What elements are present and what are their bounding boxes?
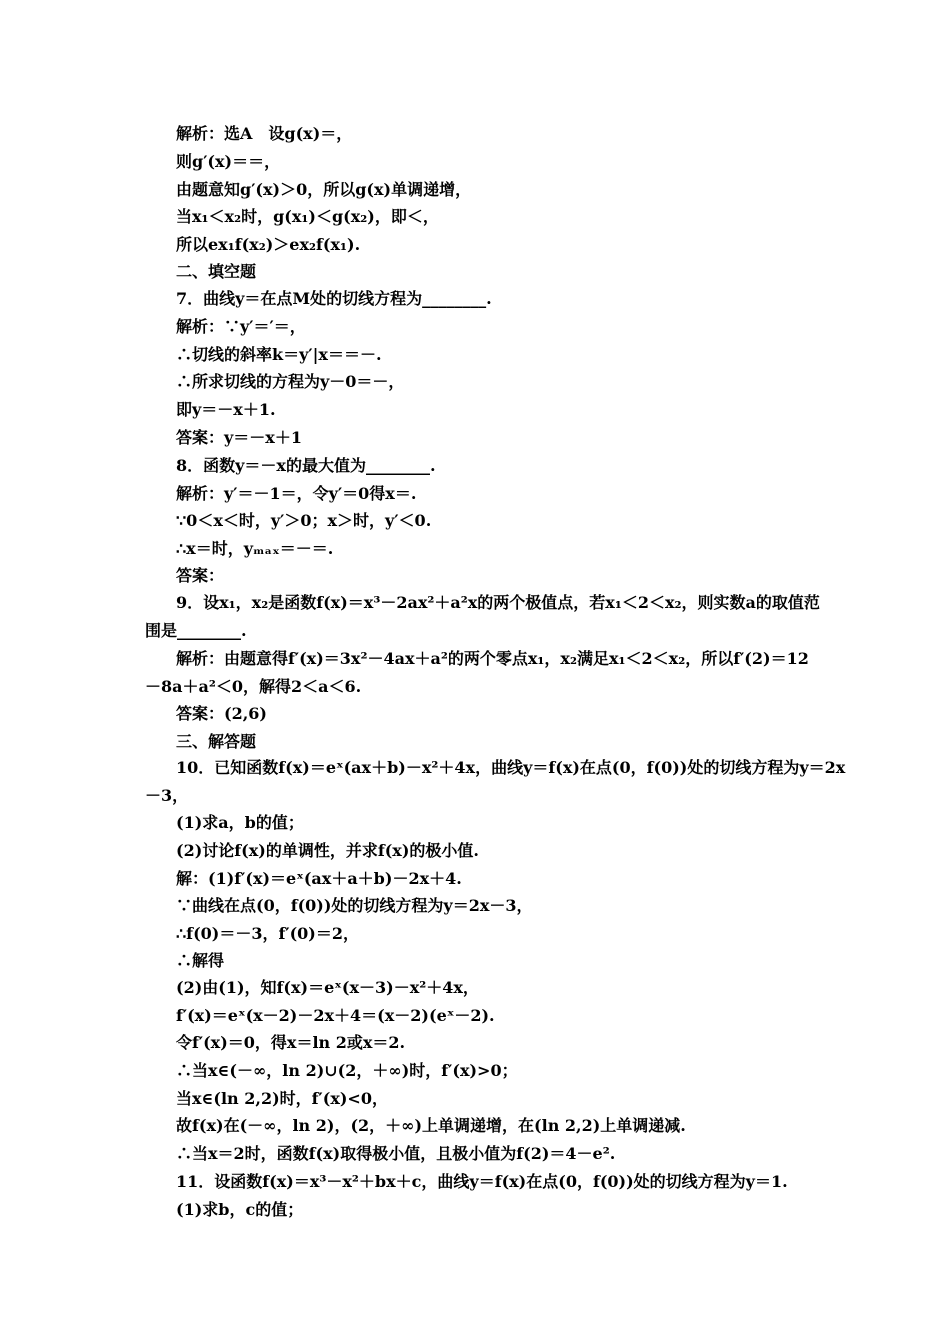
answer-line: 答案：(2,6) — [176, 704, 267, 723]
question-10: 10．已知函数f(x)＝eˣ(ax＋b)－x²＋4x，曲线y＝f(x)在点(0，f(0))处的切线方程为y＝2x — [176, 758, 846, 777]
text-line: 故f(x)在(－∞，ln 2)，(2，＋∞)上单调递增，在(ln 2,2)上单调递减. — [176, 1116, 686, 1135]
question-7: 7．曲线y＝在点M处的切线方程为________. — [176, 289, 492, 308]
text-line: 围是________. — [145, 621, 247, 640]
text-line: (1)求a，b的值； — [176, 813, 304, 832]
text-line: 当x∈(ln 2,2)时，f′(x)<0， — [176, 1089, 388, 1108]
text-line: ∴f(0)＝－3，f′(0)＝2， — [176, 924, 359, 943]
text-line: ∴解得 — [176, 951, 225, 970]
question-9: 9．设x₁，x₂是函数f(x)＝x³－2ax²＋a²x的两个极值点，若x₁＜2＜x₂，则实数a的取值范 — [176, 593, 820, 612]
section-heading: 二、填空题 — [176, 262, 257, 281]
text-line: (2)由(1)，知f(x)＝eˣ(x－3)－x²＋4x， — [176, 978, 479, 997]
section-heading: 三、解答题 — [176, 732, 257, 751]
text-line: (2)讨论f(x)的单调性，并求f(x)的极小值. — [176, 841, 479, 860]
text-line: 解析：选A 设g(x)＝， — [176, 124, 353, 143]
text-line: f′(x)＝eˣ(x－2)－2x＋4＝(x－2)(eˣ－2). — [176, 1006, 495, 1025]
text-line: ∵0＜x＜时，y′＞0；x＞时，y′＜0. — [176, 511, 432, 530]
text-line: ∵曲线在点(0，f(0))处的切线方程为y＝2x－3， — [176, 896, 533, 915]
text-line: (1)求b，c的值； — [176, 1200, 304, 1219]
text-line: 由题意知g′(x)＞0，所以g(x)单调递增， — [176, 180, 472, 199]
text-line: ∴切线的斜率k＝y′|x＝＝－. — [176, 345, 382, 364]
text-line: 所以ex₁f(x₂)＞ex₂f(x₁). — [176, 235, 361, 254]
text-line: 即y＝－x＋1. — [176, 400, 276, 419]
text-line: －8a＋a²＜0，解得2＜a＜6. — [145, 677, 362, 696]
text-line: ∴所求切线的方程为y－0＝－， — [176, 372, 405, 391]
text-line: ∴x＝时，yₘₐₓ＝－＝. — [176, 539, 334, 558]
text-line: 令f′(x)＝0，得x＝ln 2或x＝2. — [176, 1033, 406, 1052]
text-line: －3， — [145, 786, 189, 805]
question-8: 8．函数y＝－x的最大值为________. — [176, 456, 436, 475]
text-line: 解析：由题意得f′(x)＝3x²－4ax＋a²的两个零点x₁，x₂满足x₁＜2＜x₂，所以f′(2)＝12 — [176, 649, 809, 668]
answer-line: 答案： — [176, 566, 225, 585]
text-line: ∴当x＝2时，函数f(x)取得极小值，且极小值为f(2)＝4－e². — [176, 1144, 616, 1163]
answer-line: 答案：y＝－x＋1 — [176, 428, 302, 447]
text-line: 解：(1)f′(x)＝eˣ(ax＋a＋b)－2x＋4. — [176, 869, 462, 888]
text-line: 则g′(x)＝＝， — [176, 152, 281, 171]
question-11: 11．设函数f(x)＝x³－x²＋bx＋c，曲线y＝f(x)在点(0，f(0))处的切线方程为y＝1. — [176, 1172, 788, 1191]
text-line: 当x₁＜x₂时，g(x₁)＜g(x₂)，即＜， — [176, 207, 439, 226]
text-line: 解析：y′＝－1＝，令y′＝0得x＝. — [176, 484, 417, 503]
text-line: ∴当x∈(－∞，ln 2)∪(2，＋∞)时，f′(x)>0； — [176, 1061, 518, 1080]
text-line: 解析：∵y′＝′＝， — [176, 317, 306, 336]
